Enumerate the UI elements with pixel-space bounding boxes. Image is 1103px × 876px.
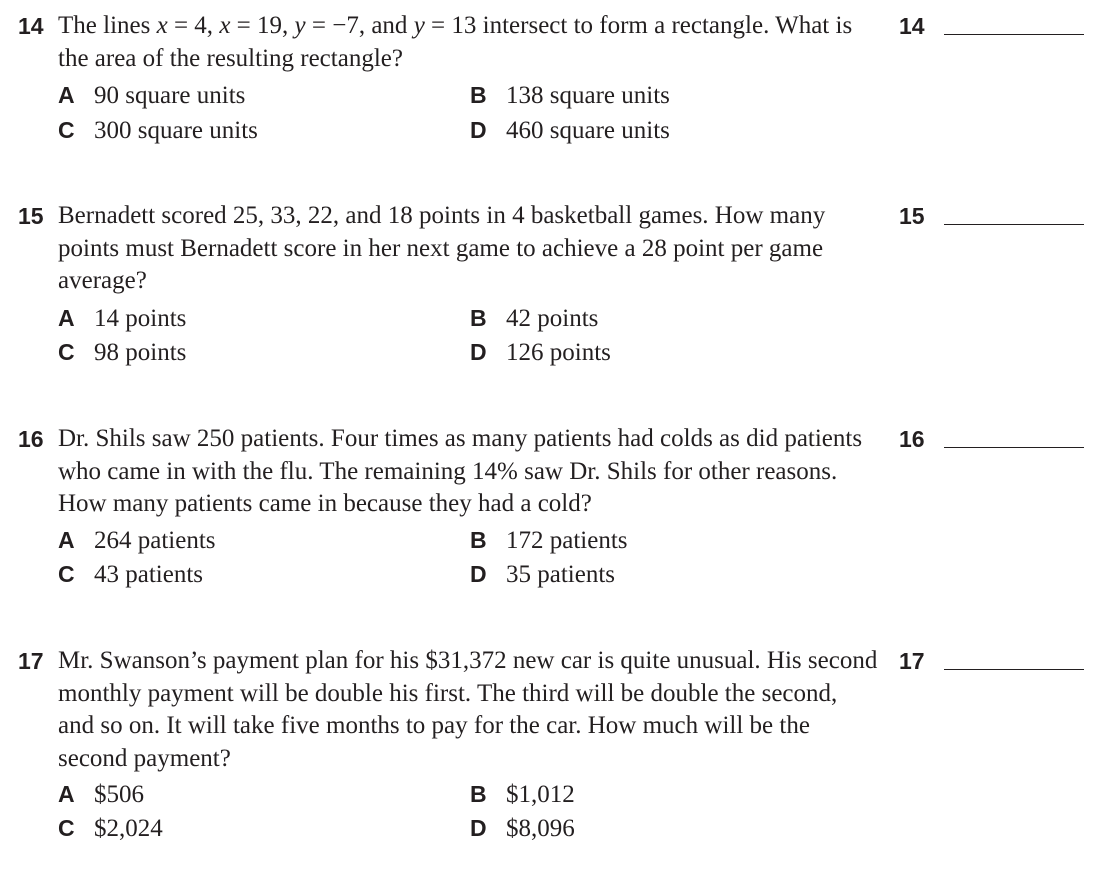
question-number: 17 (18, 648, 44, 674)
choice-text: $1,012 (506, 781, 575, 808)
choice-c (58, 811, 163, 845)
choice-letter: D (470, 117, 487, 143)
choice-letter: C (58, 117, 75, 143)
choice-text: $506 (94, 781, 144, 808)
question-number: 15 (18, 203, 44, 229)
choice-b (470, 777, 575, 811)
choice-text: $2,024 (94, 815, 163, 842)
choice-text: 42 points (506, 305, 599, 332)
answer-number: 16 (899, 426, 925, 452)
choice-text: 138 square units (506, 82, 670, 109)
choice-text: 126 points (506, 339, 611, 366)
question-number: 14 (18, 13, 44, 39)
choice-text: 172 patients (506, 527, 628, 554)
answer-number: 17 (899, 648, 925, 674)
choice-letter: B (470, 305, 487, 331)
choice-letter: D (470, 815, 487, 841)
choice-letter: A (58, 781, 75, 807)
choice-c (58, 113, 258, 147)
answer-blank[interactable] (944, 224, 1084, 225)
answer-number: 14 (899, 13, 925, 39)
choice-text: 460 square units (506, 117, 670, 144)
choice-letter: D (470, 561, 487, 587)
choice-letter: A (58, 305, 75, 331)
choice-b (470, 523, 628, 557)
choice-letter: B (470, 781, 487, 807)
choice-text: 14 points (94, 305, 187, 332)
choice-letter: C (58, 561, 75, 587)
choice-text: $8,096 (506, 815, 575, 842)
choice-text: 35 patients (506, 561, 616, 588)
choice-letter: A (58, 527, 75, 553)
choice-d (470, 557, 615, 591)
choice-d (470, 113, 670, 147)
answer-blank[interactable] (944, 34, 1084, 35)
choice-letter: C (58, 339, 75, 365)
choice-a (58, 301, 186, 335)
question-text: Bernadett scored 25, 33, 22, and 18 points in 4 basketball games. How many points must Bernadett score in her next game to achieve a 28 point per game average? (58, 202, 826, 294)
choice-text: 300 square units (94, 117, 258, 144)
choice-a (58, 777, 144, 811)
choice-text: 98 points (94, 339, 187, 366)
choice-letter: B (470, 527, 487, 553)
choice-c (58, 335, 186, 369)
choice-d (470, 811, 575, 845)
choice-letter: A (58, 82, 75, 108)
choice-letter: B (470, 82, 487, 108)
question-text: Dr. Shils saw 250 patients. Four times as many patients had colds as did patients who came in with the flu. The remaining 14% saw Dr. Shils for other reasons. How many patients came in because they had a cold? (58, 425, 863, 517)
question-text: Mr. Swanson’s payment plan for his $31,372 new car is quite unusual. His second monthly payment will be double his first. The third will be double the second, and so on. It will take five months to pay for the car. How much will be the second payment? (58, 647, 878, 772)
answer-blank[interactable] (944, 447, 1084, 448)
choice-a (58, 523, 216, 557)
choice-text: 43 patients (94, 561, 204, 588)
choice-d (470, 335, 611, 369)
choice-c (58, 557, 203, 591)
choice-text: 90 square units (94, 82, 246, 109)
choice-text: 264 patients (94, 527, 216, 554)
choice-letter: D (470, 339, 487, 365)
choice-b (470, 301, 598, 335)
choice-a (58, 78, 245, 112)
question-text: The lines x = 4, x = 19, y = −7, and y = 13 intersect to form a rectangle. What is the area of the resulting rectangle? (58, 12, 853, 72)
choice-letter: C (58, 815, 75, 841)
choice-b (470, 78, 670, 112)
question-number: 16 (18, 426, 44, 452)
answer-blank[interactable] (944, 669, 1084, 670)
answer-number: 15 (899, 203, 925, 229)
